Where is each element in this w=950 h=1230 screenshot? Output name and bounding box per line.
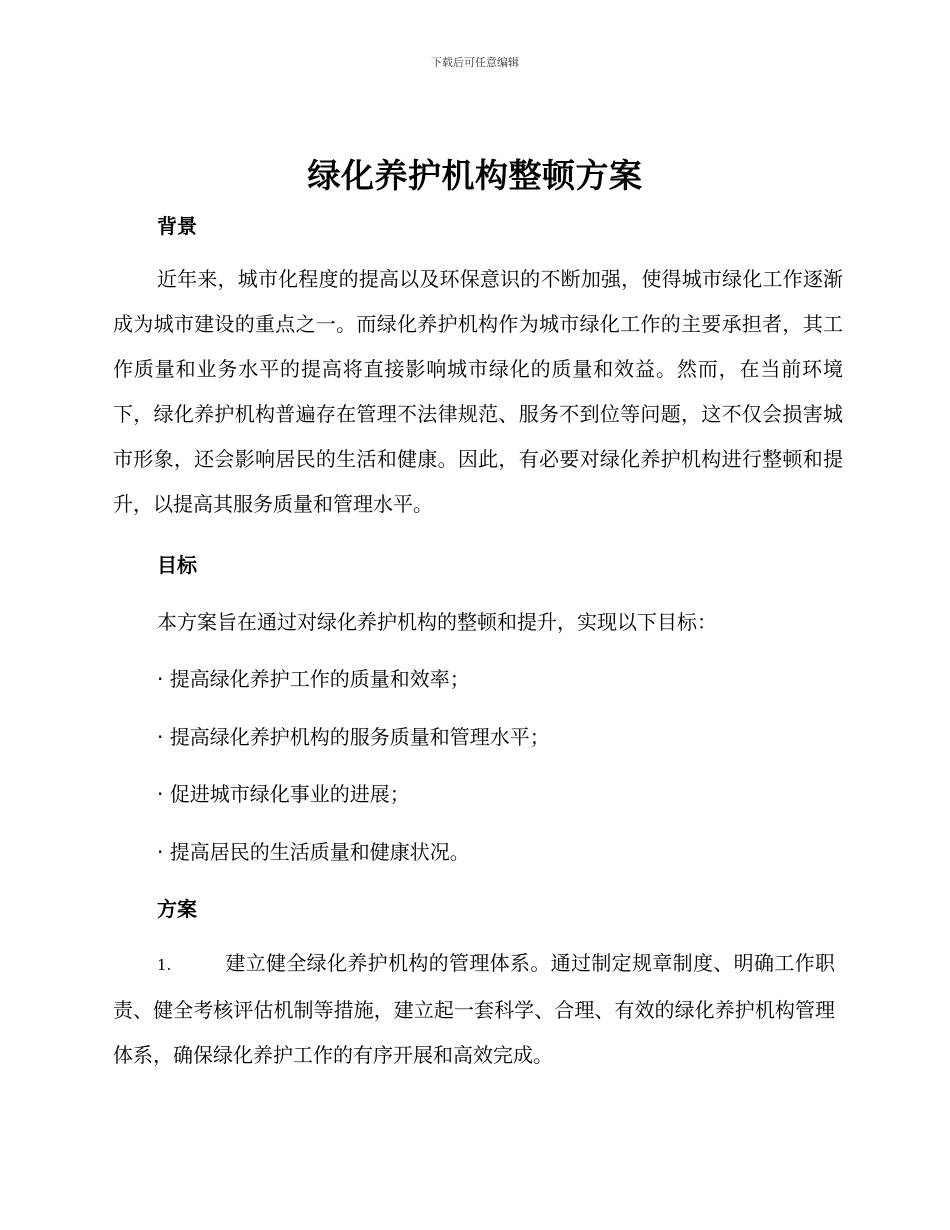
section-heading-plan: 方案 (157, 897, 197, 921)
goal-item: · 促进城市绿化事业的进展； (157, 782, 410, 806)
plan-item (113, 941, 835, 1078)
header-note: 下载后可任意编辑 (431, 56, 519, 69)
goal-item: · 提高绿化养护工作的质量和效率； (157, 667, 470, 691)
goals-intro: 本方案旨在通过对绿化养护机构的整顿和提升，实现以下目标： (157, 610, 717, 634)
goal-item: · 提高绿化养护机构的服务质量和管理水平； (157, 725, 550, 749)
section-heading-background: 背景 (157, 214, 197, 238)
plan-item-number: 1. (157, 956, 172, 974)
section-heading-goals: 目标 (157, 553, 197, 577)
plan-item-text: 建立健全绿化养护机构的管理体系。通过制定规章制度、明确工作职责、健全考核评估机制等措施，建立起一套科学、合理、有效的绿化养护机构管理体系，确保绿化养护工作的有序开展和高效完成。 (113, 951, 835, 1067)
background-paragraph: 近年来，城市化程度的提高以及环保意识的不断加强，使得城市绿化工作逐渐成为城市建设的重点之一。而绿化养护机构作为城市绿化工作的主要承担者，其工作质量和业务水平的提高将直接影响城市绿化的质量和效益。然而，在当前环境下，绿化养护机构普遍存在管理不法律规范、服务不到位等问题，这不仅会损害城市形象，还会影响居民的生活和健康。因此，有必要对绿化养护机构进行整顿和提升，以提高其服务质量和管理水平。 (113, 267, 843, 516)
goal-item: · 提高居民的生活质量和健康状况。 (157, 840, 470, 864)
document-title: 绿化养护机构整顿方案 (307, 156, 643, 195)
